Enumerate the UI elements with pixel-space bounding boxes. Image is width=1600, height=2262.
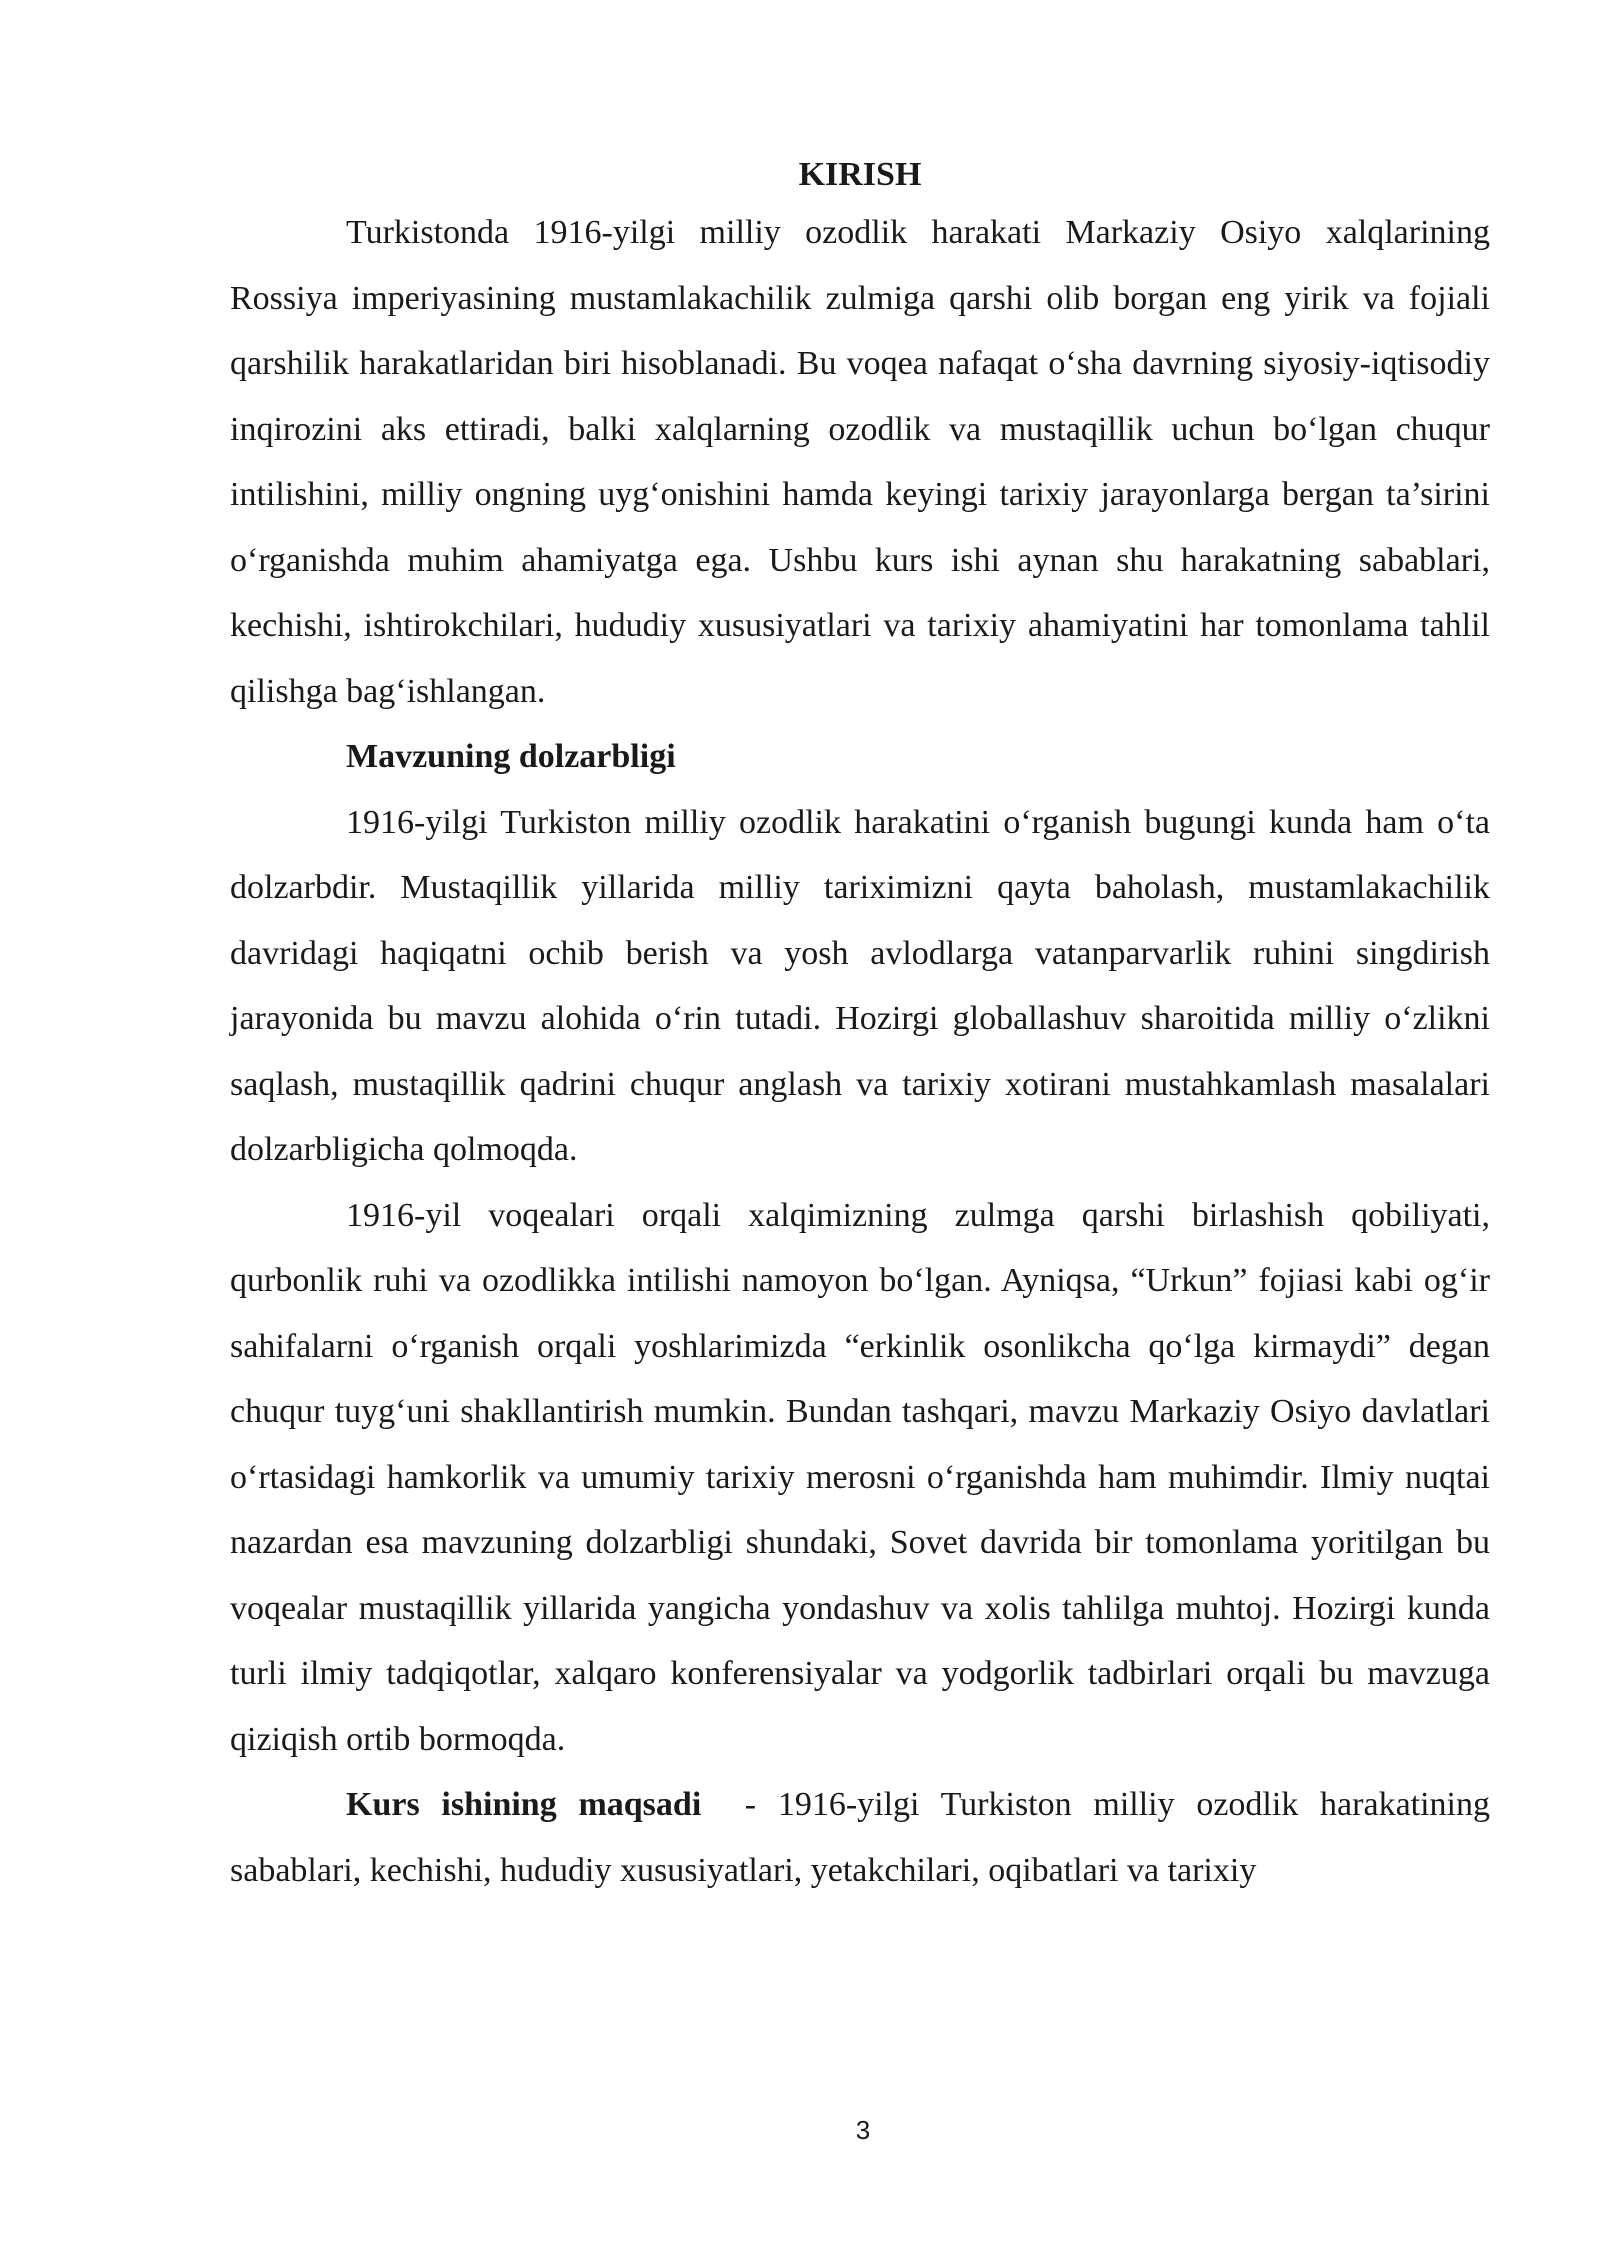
section-heading-relevance: Mavzuning dolzarbligi xyxy=(346,738,676,775)
goal-text: - 1916-yilgi Turkiston milliy ozodlik harakatining sabablari, kechishi, hududiy xususiyatlari, yetakchilari, oqibatlari va tarixiy xyxy=(230,1786,1499,1889)
page-title: KIRISH xyxy=(798,156,922,193)
relevance-paragraph-2: 1916-yil voqealari orqali xalqimizning zulmga qarshi birlashish qobiliyati, qurbonlik ruhi va ozodlikka intilishi namoyon bo‘lgan. Ayniqsa, “Urkun” fojiasi kabi og‘ir sahifalarni o‘rganish orqali yoshlarimizda “erkinlik osonlikcha qo‘lga kirmaydi” degan chuqur tuyg‘uni shakllantirish mumkin. Bundan tashqari, mavzu Markaziy Osiyo davlatlari o‘rtasidagi hamkorlik va umumiy tarixiy merosni o‘rganishda ham muhimdir. Ilmiy nuqtai nazardan esa mavzuning dolzarbligi shundaki, Sovet davrida bir tomonlama yoritilgan bu voqealar mustaqillik yillarida yangicha yondashuv va xolis tahlilga muhtoj. Hozirgi kunda turli ilmiy tadqiqotlar, xalqaro konferensiyalar va yodgorlik tadbirlari orqali bu mavzuga qiziqish ortib bormoqda. xyxy=(230,1196,1490,1758)
goal-label: Kurs ishining maqsadi xyxy=(346,1786,702,1823)
goal-paragraph xyxy=(230,1772,1499,1903)
intro-paragraph: Turkistonda 1916-yilgi milliy ozodlik harakati Markaziy Osiyo xalqlarining Rossiya imperiyasining mustamlakachilik zulmiga qarshi olib borgan eng yirik va fojiali qarshilik harakatlaridan biri hisoblanadi. Bu voqea nafaqat o‘sha davrning siyosiy-iqtisodiy inqirozini aks ettiradi, balki xalqlarning ozodlik va mustaqillik uchun bo‘lgan chuqur intilishini, milliy ongning uyg‘onishini hamda keyingi tarixiy jarayonlarga bergan ta’sirini o‘rganishda muhim ahamiyatga ega. Ushbu kurs ishi aynan shu harakatning sabablari, kechishi, ishtirokchilari, hududiy xususiyatlari va tarixiy ahamiyatini har tomonlama tahlil qilishga bag‘ishlangan. xyxy=(230,214,1490,710)
page-number: 3 xyxy=(855,2115,871,2145)
document-page xyxy=(230,150,1499,1903)
relevance-paragraph-1: 1916-yilgi Turkiston milliy ozodlik harakatini o‘rganish bugungi kunda ham o‘ta dolzarbdir. Mustaqillik yillarida milliy tariximizni qayta baholash, mustamlakachilik davridagi haqiqatni ochib berish va yosh avlodlarga vatanparvarlik ruhini singdirish jarayonida bu mavzu alohida o‘rin tutadi. Hozirgi globallashuv sharoitida milliy o‘zlikni saqlash, mustaqillik qadrini chuqur anglash va tarixiy xotirani mustahkamlash masalalari dolzarbligicha qolmoqda. xyxy=(230,803,1490,1168)
